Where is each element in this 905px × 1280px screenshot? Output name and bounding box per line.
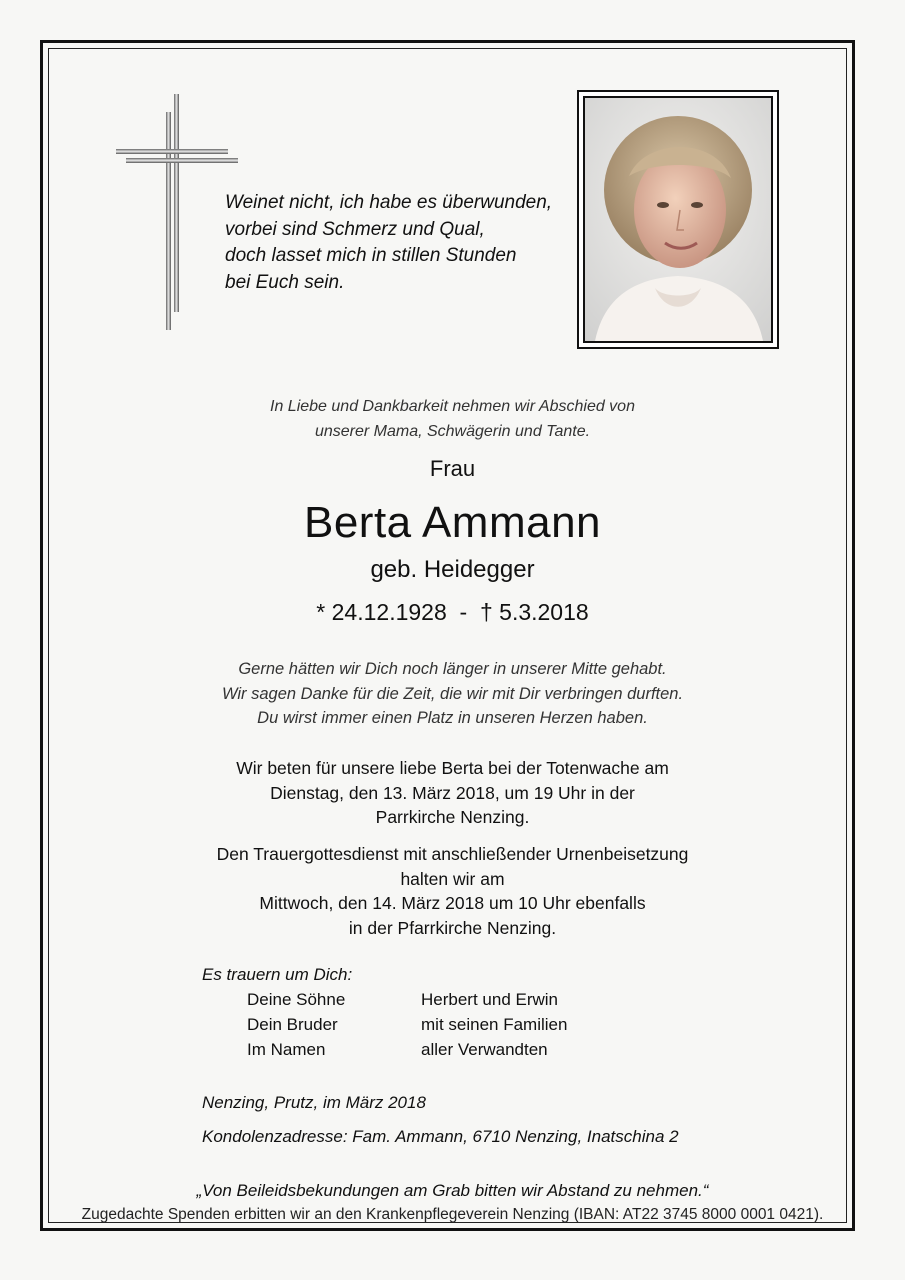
salutation: Frau	[429, 456, 476, 481]
vigil-line: Parrkirche Nenzing.	[375, 807, 530, 827]
mourner-row	[202, 1012, 567, 1037]
mourner-row	[202, 1037, 567, 1062]
mourner-names: Herbert und Erwin	[421, 990, 559, 1009]
vigil-line: Wir beten für unsere liebe Berta bei der Totenwache am	[236, 758, 669, 778]
graveside-note: „Von Beileidsbekundungen am Grab bitten wir Abstand zu nehmen.“	[196, 1181, 709, 1200]
donation-note: Zugedachte Spenden erbitten wir an den Krankenpflegeverein Nenzing (IBAN: AT22 3745 8000 0001 0421).	[81, 1206, 824, 1223]
condolence-address: Kondolenzadresse: Fam. Ammann, 6710 Nenzing, Inatschina 2	[202, 1127, 679, 1146]
mourner-relation: Im Namen	[247, 1040, 326, 1059]
vigil-line: Dienstag, den 13. März 2018, um 19 Uhr in der	[270, 782, 635, 803]
mourners-list	[202, 962, 567, 1062]
poem-line: doch lasset mich in stillen Stunden	[225, 245, 517, 266]
poem-line: bei Euch sein.	[225, 271, 345, 293]
mourner-names: mit seinen Familien	[421, 1015, 568, 1034]
poem-line: Weinet nicht, ich habe es überwunden,	[225, 192, 553, 213]
verse-line: Wir sagen Danke für die Zeit, die wir mit Dir verbringen durften.	[221, 684, 684, 703]
intro-line: In Liebe und Dankbarkeit nehmen wir Abschied von	[270, 398, 635, 415]
mourner-relation: Deine Söhne	[247, 990, 346, 1009]
mourner-row	[202, 987, 567, 1012]
maiden-name: geb. Heidegger	[370, 556, 535, 583]
funeral-line: in der Pfarrkirche Nenzing.	[348, 917, 557, 938]
portrait-frame	[577, 90, 779, 349]
funeral-line: Den Trauergottesdienst mit anschließender Urnenbeisetzung	[216, 844, 689, 864]
place-date: Nenzing, Prutz, im März 2018	[202, 1093, 426, 1112]
verse-line: Gerne hätten wir Dich noch länger in unserer Mitte gehabt.	[238, 660, 667, 678]
poem-line: vorbei sind Schmerz und Qual,	[225, 218, 485, 240]
portrait-photo	[583, 96, 773, 343]
intro-line: unserer Mama, Schwägerin und Tante.	[314, 423, 591, 440]
mourner-names: aller Verwandten	[421, 1040, 548, 1059]
funeral-line: Mittwoch, den 14. März 2018 um 10 Uhr ebenfalls	[259, 893, 646, 913]
funeral-line: halten wir am	[400, 868, 505, 889]
poem	[225, 190, 565, 296]
mourners-heading: Es trauern um Dich:	[202, 965, 353, 984]
vigil-announcement	[40, 756, 865, 830]
memorial-verse	[40, 657, 865, 731]
verse-line: Du wirst immer einen Platz in unseren Herzen haben.	[257, 709, 648, 727]
mourner-relation: Dein Bruder	[247, 1015, 338, 1034]
life-dates: * 24.12.1928 - † 5.3.2018	[316, 599, 589, 625]
intro-text	[40, 394, 865, 444]
cross-icon	[116, 94, 240, 330]
deceased-name: Berta Ammann	[303, 498, 602, 547]
funeral-announcement	[40, 842, 865, 940]
